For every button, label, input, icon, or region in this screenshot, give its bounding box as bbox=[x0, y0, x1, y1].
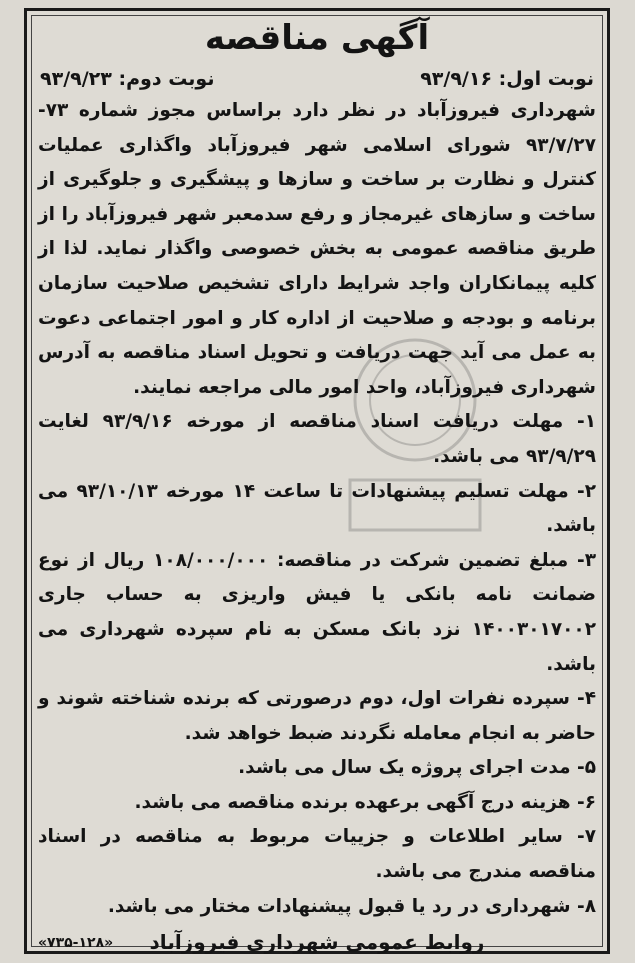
notice-item-5: ۵- مدت اجرای پروژه یک سال می باشد. bbox=[238, 757, 596, 779]
notice-item-3: ۳- مبلغ تضمین شرکت در مناقصه: ۱۰۸/۰۰۰/۰۰۰ ریال از نوع ضمانت نامه بانکی یا فیش واریزی به حساب جاری ۱۴۰۰۳۰۱۷۰۰۲ نزد بانک مسکن به نام سپرده شهرداری می باشد. bbox=[38, 549, 596, 675]
notice-item-1: ۱- مهلت دریافت اسناد مناقصه از مورخه ۹۳/۹/۱۶ لغایت ۹۳/۹/۲۹ می باشد. bbox=[38, 411, 597, 467]
notice-item-6: ۶- هزینه درج آگهی برعهده برنده مناقصه می باشد. bbox=[134, 791, 596, 813]
notice-intro: شهرداری فیروزآباد در نظر دارد براساس مجوز شماره ۷۳- ۹۳/۷/۲۷ شورای اسلامی شهر فیروزآباد واگذاری عملیات کنترل و نظارت بر ساخت و سازها و پیشگیری و جلوگیری از ساخت و سازهای غیرمجاز و رفع سدمعبر شهر فیروزآباد را از طریق مناقصه عمومی به بخش خصوصی واگذار نماید. لذا از کلیه پیمانکاران واجد شرایط دارای تشخیص صلاحیت سازمان برنامه و بودجه و صلاحیت از اداره کار و امور اجتماعی دعوت به عمل می آید جهت دریافت و تحویل اسناد مناقصه به آدرس شهرداری فیروزآباد، واحد امور مالی مراجعه نمایند. bbox=[38, 100, 596, 398]
notice-signature: روابط عمومی شهرداری فیروزآباد bbox=[149, 930, 485, 955]
notice-item-8: ۸- شهرداری در رد یا قبول پیشنهادات مختار می باشد. bbox=[107, 895, 596, 917]
first-publication-date: نوبت اول: ۹۳/۹/۱۶ bbox=[420, 68, 594, 90]
notice-reference-code: «۷۳۵-۱۲۸» bbox=[38, 935, 114, 951]
notice-item-2: ۲- مهلت تسلیم پیشنهادات تا ساعت ۱۴ مورخه ۹۳/۱۰/۱۳ می باشد. bbox=[38, 480, 596, 537]
notice-content bbox=[34, 14, 600, 958]
notice-item-4: ۴- سپرده نفرات اول، دوم درصورتی که برنده شناخته شوند و حاضر به انجام معامله نگردند ضبط خواهد شد. bbox=[38, 688, 596, 744]
notice-title: آگهی مناقصه bbox=[204, 18, 430, 58]
second-publication-date: نوبت دوم: ۹۳/۹/۲۳ bbox=[40, 68, 215, 90]
publication-dates bbox=[34, 64, 600, 94]
notice-item-7: ۷- سایر اطلاعات و جزییات مربوط به مناقصه در اسناد مناقصه مندرج می باشد. bbox=[38, 826, 596, 883]
